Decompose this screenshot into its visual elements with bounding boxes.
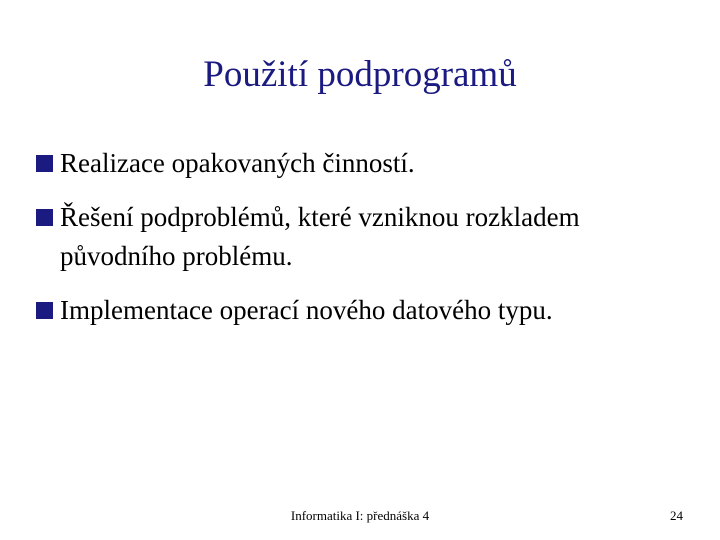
footer-label: Informatika I: přednáška 4 [290, 508, 430, 523]
bullet-text-3: Implementace operací nového datového typu. [60, 295, 553, 325]
bullet-item-2 [36, 198, 696, 276]
bullet-list [36, 144, 696, 345]
page-number: 24 [670, 508, 683, 523]
slide-title: Použití podprogramů [203, 54, 517, 95]
bullet-item-1 [36, 144, 696, 183]
square-bullet-icon [36, 302, 53, 319]
square-bullet-icon [36, 209, 53, 226]
square-bullet-icon [36, 155, 53, 172]
bullet-text-1: Realizace opakovaných činností. [60, 148, 415, 178]
bullet-text-2: Řešení podproblémů, které vzniknou rozkladem původního problému. [60, 202, 580, 271]
bullet-item-3 [36, 291, 696, 330]
